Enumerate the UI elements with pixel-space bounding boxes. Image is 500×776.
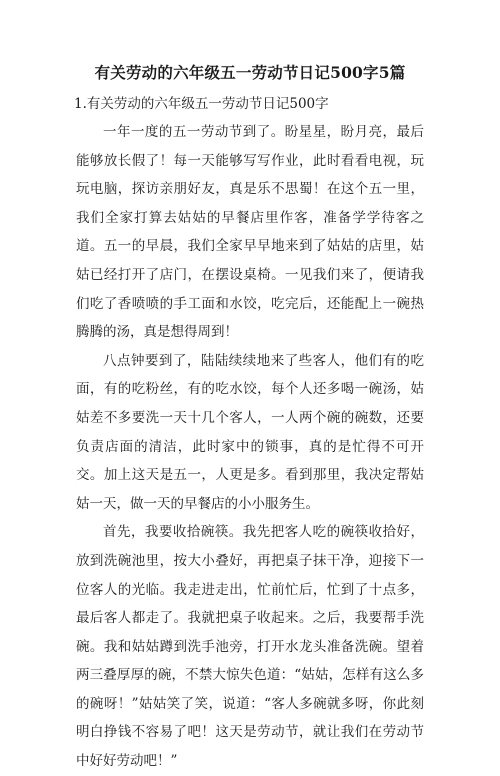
paragraph: 八点钟要到了，陆陆续续地来了些客人，他们有的吃面，有的吃粉丝，有的吃水饺，每个人还多喝一碗汤，姑姑差不多要洗一天十几个客人，一人两个碗的碗数，还要负责店面的清洁，此时家中的锁事，真的是忙得不可开交。加上这天是五一，人更是多。看到那里，我决定帮姑姑一天，做一天的早餐店的小小服务生。 — [76, 352, 424, 512]
section-heading: 1.有关劳动的六年级五一劳动节日记500字 — [74, 96, 329, 112]
paragraph: 首先，我要收拾碗筷。我先把客人吃的碗筷收拾好，放到洗碗池里，按大小叠好，再把桌子抹干净，迎接下一位客人的光临。我走进走出，忙前忙后，忙到了十点多，最后客人都走了。我就把桌子收起来。之后，我要帮手洗碗。我和姑姑蹲到洗手池旁，打开水龙头准备洗碗。望着两三叠厚厚的碗，不禁大惊失色道：“姑姑，怎样有这么多的碗呀！”姑姑笑了笑，说道：“客人多碗就多呀，你此刻明白挣钱不容易了吧！这天是劳动节，就让我们在劳动节中好好劳动吧！” — [76, 524, 424, 770]
document-title: 有关劳动的六年级五一劳动节日记500字5篇 — [94, 63, 406, 82]
paragraph: 一年一度的五一劳动节到了。盼星星，盼月亮，最后能够放长假了！每一天能够写写作业，此时看看电视，玩玩电脑，探访亲朋好友，真是乐不思蜀！在这个五一里，我们全家打算去姑姑的早餐店里作客，准备学学待客之道。五一的早晨，我们全家早早地来到了姑姑的店里，姑姑已经打开了店门，在摆设桌椅。一见我们来了，便请我们吃了香喷喷的手工面和水饺，吃完后，还能配上一碗热腾腾的汤，真是想得周到！ — [76, 124, 424, 341]
